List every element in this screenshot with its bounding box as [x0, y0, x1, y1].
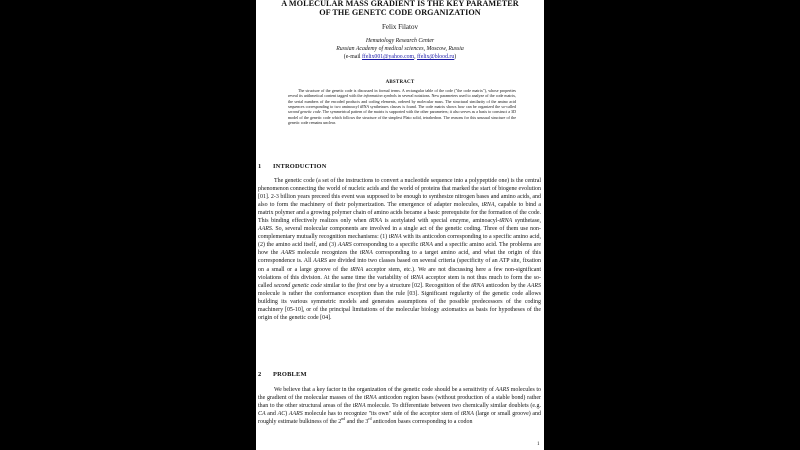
text-run: synthetase,: [512, 218, 542, 225]
text-run: molecule. To differentiate between two chemically similar doublets (e.g.: [365, 403, 541, 410]
italic-term: tRNA: [410, 274, 424, 281]
abstract-heading: ABSTRACT: [385, 80, 415, 85]
section-heading-introduction: [258, 163, 327, 170]
superscript: rd: [368, 417, 372, 422]
italic-term: AARS: [280, 250, 295, 257]
email-line: [256, 54, 544, 61]
email-link-1[interactable]: ffelix001@yahoo.com: [361, 54, 415, 60]
abstract-italic-run: second genetic code: [288, 109, 321, 115]
italic-term: tRNA: [350, 266, 364, 273]
text-run: We believe that a key factor in the organization of the genetic code should be a sensitivity of: [274, 387, 496, 393]
abstract-text-run: synthetases classes is found. The code matrix shows how can be organized the so-called: [368, 104, 516, 110]
italic-term: AARS: [337, 242, 352, 249]
abstract-text-run: in several notations. New parameters used to analyze of the code matrix, the serial numbers of the encoded products and coding elements, ordered by molecular mass. The structural similarity of the amino acid sequences corresponding to two aminoacyl: [288, 93, 516, 110]
text-run: corresponding to a target amino acid, and what the origin of this correspondence is. All: [258, 250, 542, 265]
text-run: anticodon region bases (without production of a stable bond) rather than to the other structural areas of the: [258, 395, 541, 410]
page-number: 1: [537, 442, 540, 447]
italic-term: tRNA: [481, 202, 495, 209]
author-name: Felix Filatov: [382, 23, 418, 31]
text-run: and the 3: [345, 419, 369, 426]
italic-term: tRNA: [352, 403, 366, 410]
text-run: , capable to bind a matrix polymer and a growing polymer chain of amino acids became a basic prerequisite for the formation of the code. This binding effectively realizes only when: [258, 202, 541, 225]
italic-term: AC: [277, 411, 286, 418]
text-run: ): [285, 411, 289, 418]
italic-term: tRNA: [359, 250, 373, 257]
italic-term: tRNA: [471, 282, 485, 289]
abstract-text: [288, 88, 516, 125]
section-title: INTRODUCTION: [273, 163, 327, 170]
text-run: with its anticodon corresponding to a specific amino acid, (2) the amino acid itself, and (3): [258, 234, 541, 249]
italic-term: AARS: [527, 282, 541, 289]
italic-term: tRNA: [388, 234, 402, 241]
italic-term: AARS: [313, 258, 327, 265]
italic-term: AARS: [495, 387, 510, 393]
section-heading-problem: [258, 371, 307, 378]
text-run: is acetylated with special enzyme, aminoacyl-: [382, 218, 500, 225]
italic-term: tRNA: [461, 411, 474, 418]
email-link-2[interactable]: ffelix@blood.ru: [416, 54, 455, 60]
paper-title-line-2: OF THE GENETC CODE ORGANIZATION: [319, 8, 481, 17]
italic-term: tRNA: [363, 395, 377, 402]
text-run: (large or small groove) and roughly estimate bulkiness of the 2: [258, 411, 541, 426]
text-run: molecule has to recognize "its own" side of the acceptor stem of: [302, 411, 461, 418]
paper-page: [256, 0, 544, 450]
email-prefix: (e-mail: [343, 54, 362, 60]
paper-title-line-1: A MOLECULAR MASS GRADIENT IS THE KEY PARAMETER: [281, 0, 519, 8]
italic-term: CA: [258, 411, 266, 418]
text-run: by a structure [02]. Recognition of the: [376, 282, 472, 289]
italic-term: first one: [356, 282, 377, 289]
abstract-text-run: The structure of the genetic code is discussed in formal terms. A rectangular table of the code ("the code matrix"), whose properties reveal its arithmetical content tagged with the: [288, 88, 516, 99]
abstract-text-run: . The symmetrical pattern of the matrix is supported with the other parameters; it also serves as a basis to construct a 3D model of the genetic code which follows the structure of the simplest Plato solid, tetrahedron. The reasons for this unusual structure of the genetic code remains unclear.: [288, 109, 516, 126]
affiliation-line-1: Hematology Research Center: [365, 38, 435, 44]
affiliation-line-2: Russian Academy of medical sciences, Moscow, Russia: [336, 46, 464, 52]
text-run: anticodon by the: [484, 282, 528, 289]
abstract-italic-run: information symbols: [363, 93, 397, 99]
text-run: are divided into two classes based on several criteria (specificity of an ATP site, fixation on a small or a large groove of the: [258, 258, 541, 273]
italic-term: tRNA: [419, 242, 433, 249]
italic-term: tRNA: [369, 218, 382, 225]
section-title: PROBLEM: [273, 371, 307, 378]
text-run: The genetic code (a set of the instructions to convert a nucleotide sequence into a polypeptide one) is the central phenomenon connecting the world of nucleic acids and the world of proteins that marked the start of biogene evolution [01]. 2-3 billion years preceed this event was supposed to be enough to synthesize nitrogen bases and amino acids, and also to form the machinery of their polymerization. The emergence of adapter molecules,: [258, 178, 541, 209]
email-separator: ,: [414, 54, 417, 60]
italic-term: AARS: [258, 226, 272, 233]
section-number: 2: [258, 371, 262, 378]
italic-term: tRNA: [499, 218, 513, 225]
text-run: and a specific amino acid. The problems are how the: [258, 242, 541, 257]
text-run: . So, several molecular components are involved in a single act of the genetic coding. Three of them use non-complementary mutually recognition mechanisms: (1): [258, 226, 541, 241]
problem-paragraph: [258, 386, 541, 426]
text-run: anticodon bases corresponding to a codon: [371, 419, 473, 426]
email-suffix: ): [454, 54, 457, 60]
text-run: corresponding to a specific: [351, 242, 420, 249]
text-run: molecule is rather the conformance exception than the rule [03]. Significant regularity of the genetic code allows building its various symmetric models and generates assumptions of the possible predecessors of the coding machinery [05-10], or of the principal limitations of the molecular biology axiomatics as basis for hypotheses of the origin of the genetic code [04].: [258, 290, 541, 321]
text-run: molecules to the gradient of the molecular masses of the: [258, 387, 541, 402]
section-number: 1: [258, 163, 262, 170]
italic-term: second genetic code: [273, 282, 322, 289]
italic-term: AARS: [288, 411, 303, 418]
abstract-italic-run: tRNA: [360, 104, 369, 110]
text-run: and: [265, 411, 278, 418]
text-run: acceptor stem, etc.). We are not discussing here a few non-significant violations of this division. At the same time the variability of: [258, 266, 541, 281]
superscript: nd: [341, 417, 346, 422]
text-run: acceptor stem is not thus much to form the so-called: [258, 274, 541, 289]
text-run: molecule recognizes the: [294, 250, 360, 257]
text-run: similar to the: [321, 282, 357, 289]
introduction-paragraph: [258, 177, 541, 322]
